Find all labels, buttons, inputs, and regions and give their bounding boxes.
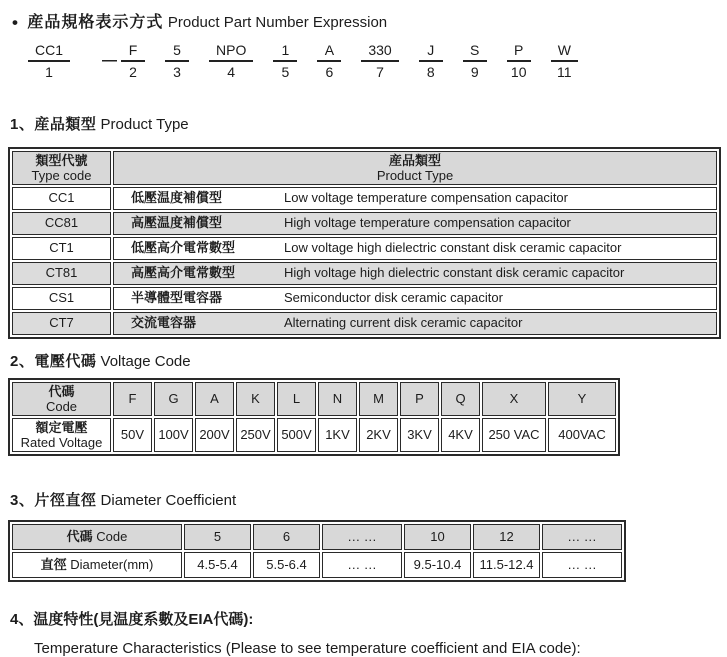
voltage-code-table xyxy=(8,378,620,456)
part-number-segment xyxy=(317,42,341,80)
voltage-code-cell: A xyxy=(195,382,234,416)
product-type-cell: 交流電容器 Alternating current disk ceramic capacitor xyxy=(113,312,717,335)
segment-position: 6 xyxy=(325,63,334,80)
section2-heading-en: Voltage Code xyxy=(100,352,191,370)
page-title-en: Product Part Number Expression xyxy=(167,14,388,31)
voltage-value-cell: 50V xyxy=(113,418,152,452)
diameter-code-cell: … … xyxy=(322,524,402,550)
segment-code: NPO xyxy=(209,42,253,62)
part-number-segment xyxy=(121,42,145,80)
voltage-value-cell: 250 VAC xyxy=(482,418,546,452)
voltage-code-cell: N xyxy=(318,382,357,416)
diameter-code-cell: 10 xyxy=(404,524,471,550)
diameter-value-cell: 11.5-12.4 xyxy=(473,552,540,578)
segment-code: S xyxy=(463,42,487,62)
diameter-value-cell: 5.5-6.4 xyxy=(253,552,320,578)
header-code-label: 代碼 Code xyxy=(12,524,182,550)
voltage-code-cell: G xyxy=(154,382,193,416)
section2-heading xyxy=(10,350,727,371)
section3-heading xyxy=(10,489,727,510)
diameter-label: 直徑 Diameter(mm) xyxy=(12,552,182,578)
section2-heading-zh: 2、電壓代碼 xyxy=(10,352,97,370)
table-row xyxy=(12,287,717,310)
segment-position: 1 xyxy=(45,63,53,80)
segment-position: 10 xyxy=(510,63,527,80)
section1-heading xyxy=(10,113,727,134)
table-row xyxy=(12,262,717,285)
segment-code: F xyxy=(121,42,145,62)
voltage-value-cell: 2KV xyxy=(359,418,398,452)
part-number-expression xyxy=(28,42,727,80)
bullet-icon: • xyxy=(12,12,18,32)
voltage-code-cell: Y xyxy=(548,382,616,416)
page-title-zh: 産品規格表示方式 xyxy=(27,14,164,31)
type-code-cell: CS1 xyxy=(12,287,111,310)
table-row xyxy=(12,212,717,235)
page-title xyxy=(0,0,727,33)
part-number-segment xyxy=(209,42,253,80)
segment-code: A xyxy=(317,42,341,62)
diameter-value-cell: 9.5-10.4 xyxy=(404,552,471,578)
dash-separator: — xyxy=(102,52,117,70)
segment-code: 5 xyxy=(165,42,189,62)
table-header-row xyxy=(12,151,717,185)
product-type-table xyxy=(8,147,721,339)
voltage-code-cell: K xyxy=(236,382,275,416)
part-number-segment xyxy=(165,42,189,80)
part-number-segment xyxy=(28,42,70,80)
segment-position: 4 xyxy=(227,63,236,80)
voltage-value-cell: 100V xyxy=(154,418,193,452)
header-product-type: 産品類型 Product Type xyxy=(113,151,717,185)
voltage-value-cell: 4KV xyxy=(441,418,480,452)
section1-heading-en: Product Type xyxy=(100,115,189,133)
segment-code: CC1 xyxy=(28,42,70,62)
header-type-code: 類型代號 Type code xyxy=(12,151,111,185)
part-number-segment xyxy=(273,42,297,80)
segment-position: 9 xyxy=(470,63,479,80)
diameter-value-cell: … … xyxy=(322,552,402,578)
voltage-value-cell: 1KV xyxy=(318,418,357,452)
diameter-value-cell: 4.5-5.4 xyxy=(184,552,251,578)
table-header-row xyxy=(12,524,622,550)
voltage-code-cell: L xyxy=(277,382,316,416)
voltage-code-cell: X xyxy=(482,382,546,416)
header-code-label: 代碼 Code xyxy=(12,382,111,416)
section3-heading-zh: 3、片徑直徑 xyxy=(10,491,97,509)
table-row xyxy=(12,418,616,452)
diameter-code-cell: 6 xyxy=(253,524,320,550)
segment-position: 2 xyxy=(129,63,137,80)
segment-position: 5 xyxy=(281,63,290,80)
segment-code: 1 xyxy=(273,42,297,62)
part-number-segment xyxy=(551,42,578,80)
diameter-code-cell: 5 xyxy=(184,524,251,550)
section4-body: Temperature Characteristics (Please to see temperature coefficient and EIA code): xyxy=(34,639,581,657)
part-number-segment xyxy=(361,42,398,80)
diameter-code-cell: … … xyxy=(542,524,622,550)
voltage-value-cell: 500V xyxy=(277,418,316,452)
type-code-cell: CT81 xyxy=(12,262,111,285)
segment-position: 8 xyxy=(426,63,435,80)
table-header-row xyxy=(12,382,616,416)
type-code-cell: CC81 xyxy=(12,212,111,235)
voltage-value-cell: 250V xyxy=(236,418,275,452)
rated-voltage-label: 額定電壓 Rated Voltage xyxy=(12,418,111,452)
voltage-code-cell: P xyxy=(400,382,439,416)
segment-position: 3 xyxy=(173,63,181,80)
diameter-table xyxy=(8,520,626,582)
table-row xyxy=(12,312,717,335)
section1-heading-zh: 1、産品類型 xyxy=(10,115,97,133)
voltage-value-cell: 200V xyxy=(195,418,234,452)
product-type-cell: 低壓温度補償型 Low voltage temperature compensation capacitor xyxy=(113,187,717,210)
section3-heading-en: Diameter Coefficient xyxy=(100,491,237,509)
product-type-cell: 高壓高介電常數型 High voltage high dielectric constant disk ceramic capacitor xyxy=(113,262,717,285)
part-number-segment xyxy=(463,42,487,80)
voltage-code-cell: F xyxy=(113,382,152,416)
type-code-cell: CT7 xyxy=(12,312,111,335)
table-row xyxy=(12,552,622,578)
product-type-cell: 低壓高介電常數型 Low voltage high dielectric constant disk ceramic capacitor xyxy=(113,237,717,260)
segment-position: 7 xyxy=(376,63,384,80)
part-number-segment xyxy=(507,42,531,80)
voltage-value-cell: 3KV xyxy=(400,418,439,452)
segment-code: J xyxy=(419,42,443,62)
voltage-code-cell: Q xyxy=(441,382,480,416)
table-row xyxy=(12,237,717,260)
voltage-code-cell: M xyxy=(359,382,398,416)
segment-code: P xyxy=(507,42,531,62)
type-code-cell: CT1 xyxy=(12,237,111,260)
segment-code: W xyxy=(551,42,578,62)
diameter-code-cell: 12 xyxy=(473,524,540,550)
voltage-value-cell: 400VAC xyxy=(548,418,616,452)
segment-position: 11 xyxy=(557,63,572,80)
product-type-cell: 高壓温度補償型 High voltage temperature compensation capacitor xyxy=(113,212,717,235)
type-code-cell: CC1 xyxy=(12,187,111,210)
diameter-value-cell: … … xyxy=(542,552,622,578)
section4-heading: 4、温度特性(見温度系數及EIA代碼): xyxy=(10,610,254,628)
segment-code: 330 xyxy=(361,42,398,62)
product-type-cell: 半導體型電容器 Semiconductor disk ceramic capacitor xyxy=(113,287,717,310)
table-row xyxy=(12,187,717,210)
part-number-segment xyxy=(419,42,443,80)
